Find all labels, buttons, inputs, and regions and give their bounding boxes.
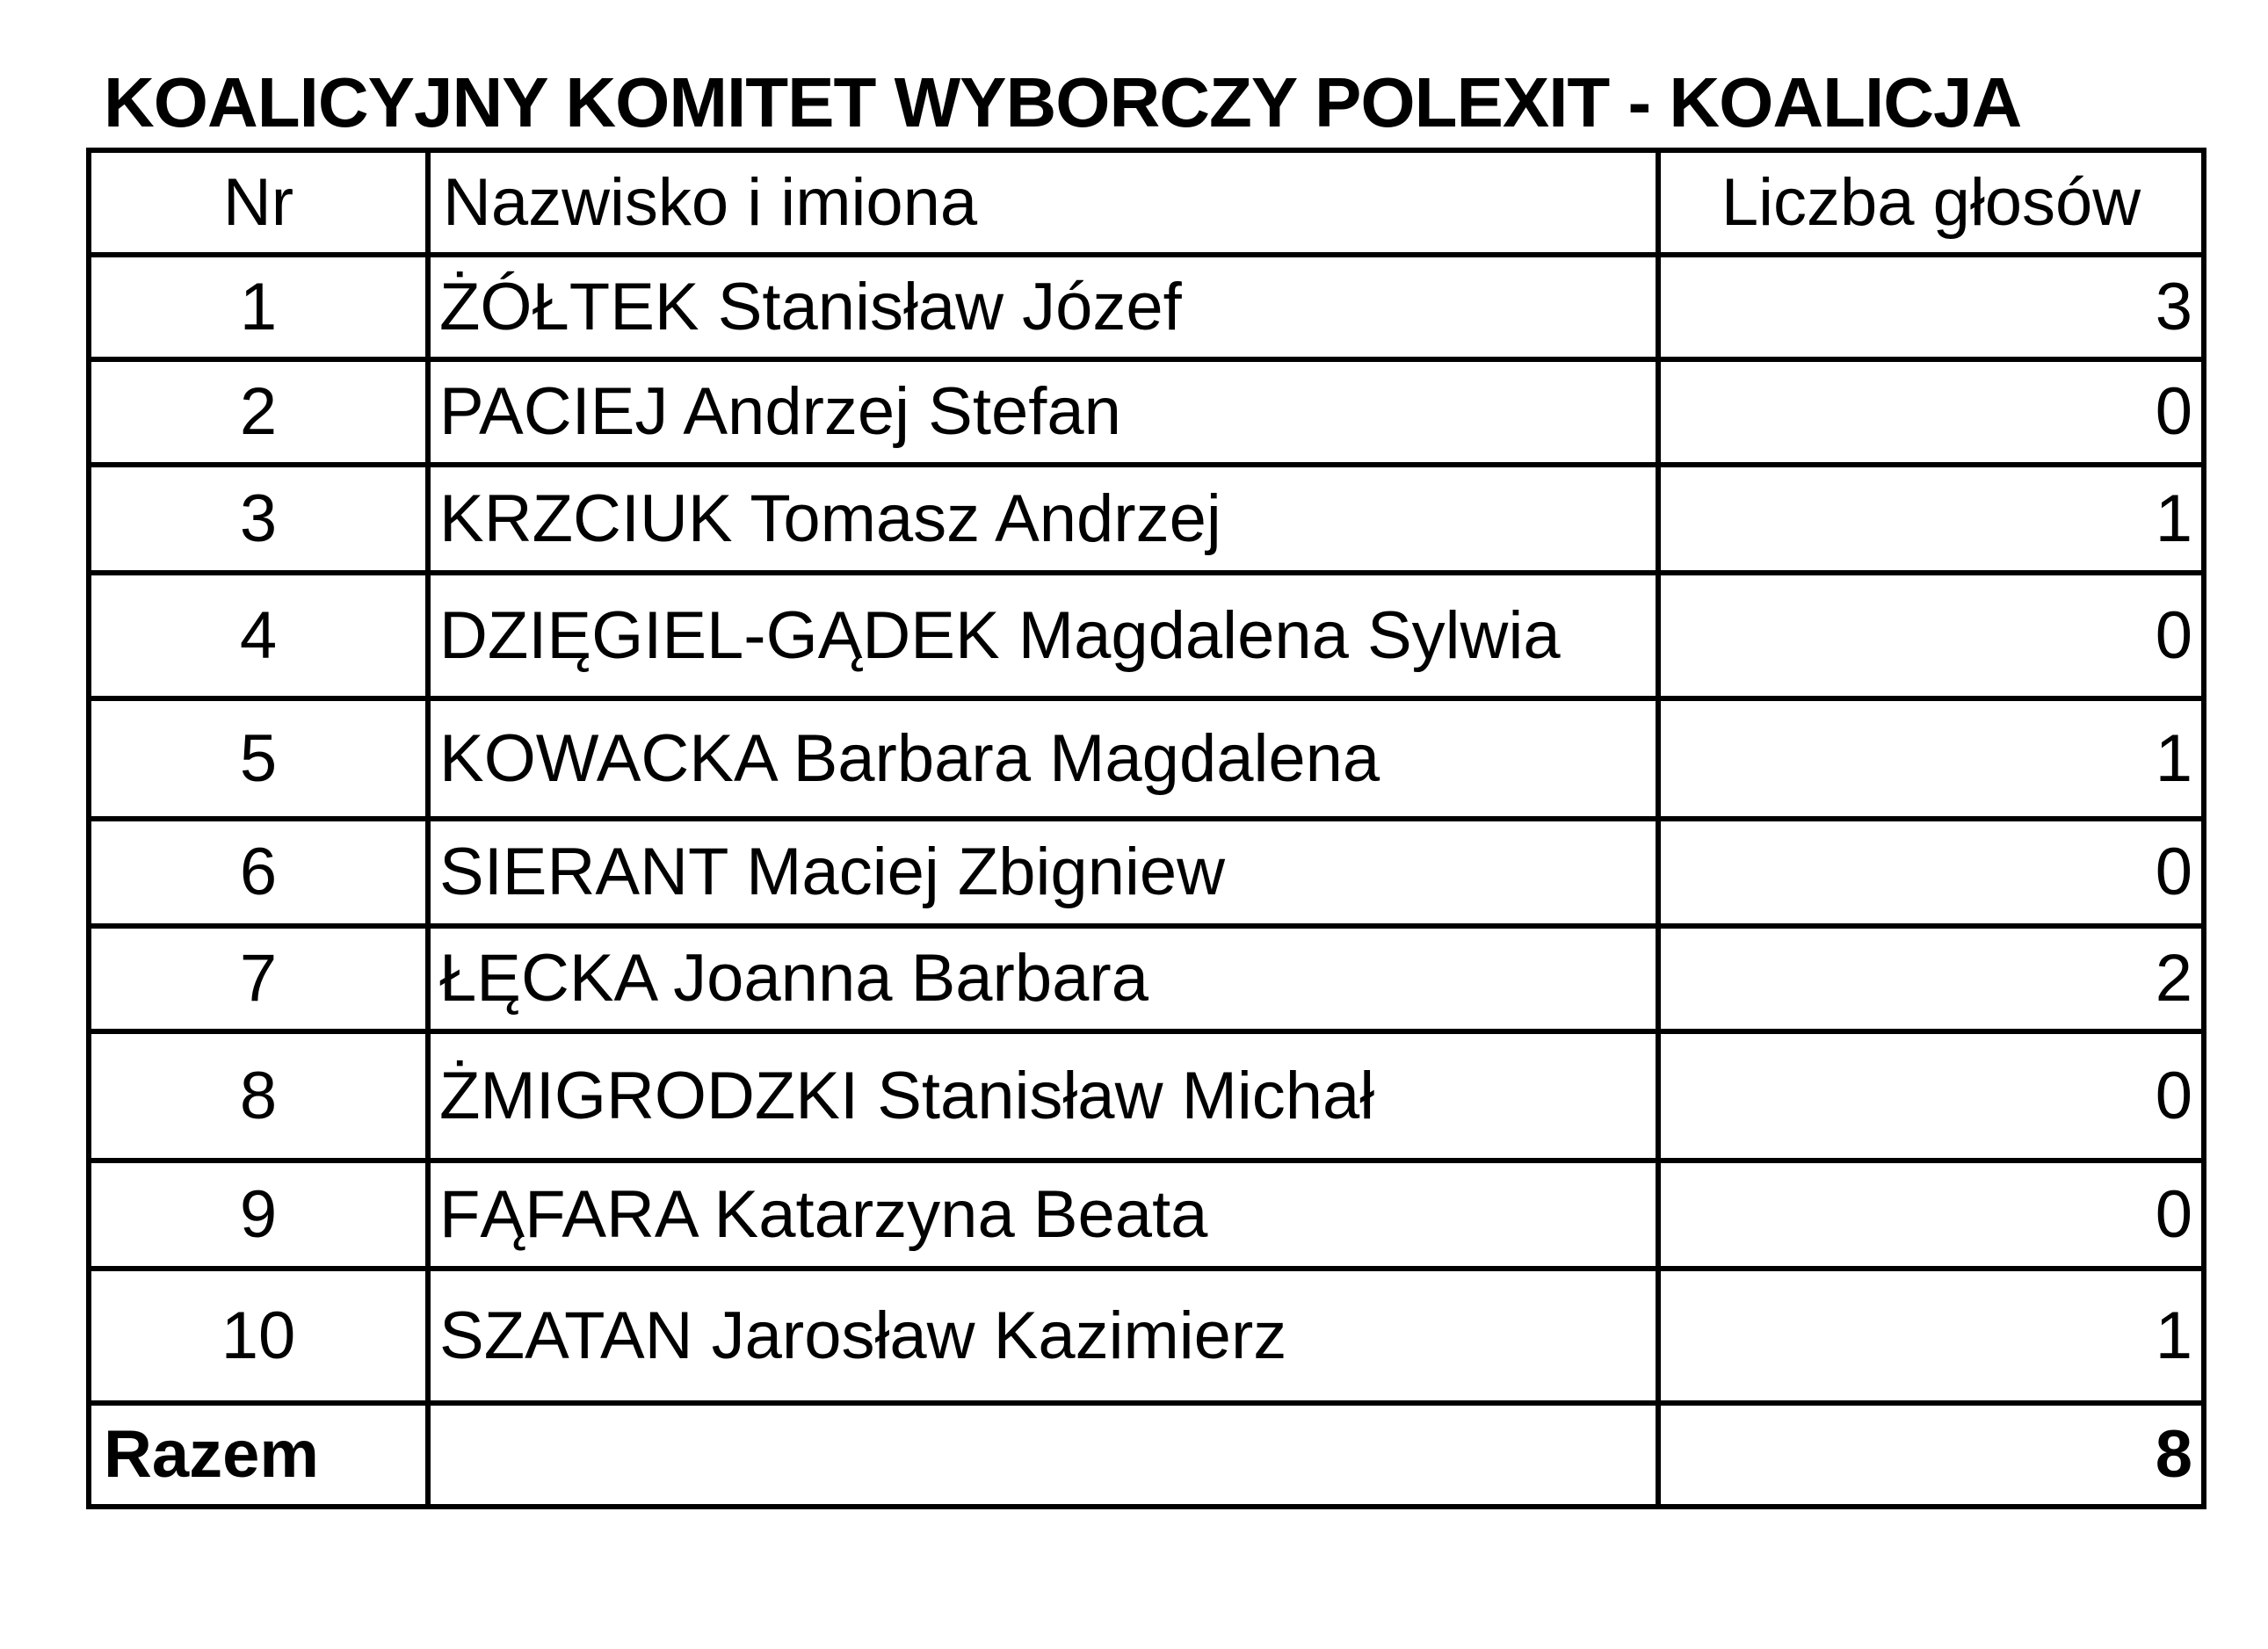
- row-nr: 5: [89, 698, 428, 819]
- table-row: [89, 819, 2204, 926]
- total-row: [89, 1403, 2204, 1507]
- table-row: [89, 573, 2204, 698]
- row-votes: 0: [1658, 819, 2204, 926]
- row-name: SZATAN Jarosław Kazimierz: [428, 1269, 1658, 1403]
- header-votes: Liczba głosów: [1658, 150, 2204, 255]
- row-votes: 1: [1658, 465, 2204, 573]
- row-name: ŻÓŁTEK Stanisław Józef: [428, 255, 1658, 359]
- total-empty-cell: [428, 1403, 1658, 1507]
- table-row: [89, 926, 2204, 1031]
- row-votes: 0: [1658, 1161, 2204, 1269]
- row-nr: 6: [89, 819, 428, 926]
- row-nr: 2: [89, 359, 428, 465]
- row-name: ŁĘCKA Joanna Barbara: [428, 926, 1658, 1031]
- document-title: KOALICYJNY KOMITET WYBORCZY POLEXIT - KOALICJA: [104, 63, 2022, 141]
- row-nr: 1: [89, 255, 428, 359]
- header-name: Nazwisko i imiona: [428, 150, 1658, 255]
- row-votes: 1: [1658, 698, 2204, 819]
- row-votes: 0: [1658, 1031, 2204, 1161]
- row-name: ŻMIGRODZKI Stanisław Michał: [428, 1031, 1658, 1161]
- row-name: SIERANT Maciej Zbigniew: [428, 819, 1658, 926]
- row-name: KRZCIUK Tomasz Andrzej: [428, 465, 1658, 573]
- row-nr: 10: [89, 1269, 428, 1403]
- total-label: Razem: [89, 1403, 428, 1507]
- row-votes: 0: [1658, 573, 2204, 698]
- table-row: [89, 1161, 2204, 1269]
- table-row: [89, 1031, 2204, 1161]
- results-table: [86, 148, 2206, 1509]
- row-votes: 3: [1658, 255, 2204, 359]
- total-votes: 8: [1658, 1403, 2204, 1507]
- row-votes: 1: [1658, 1269, 2204, 1403]
- table-row: [89, 359, 2204, 465]
- row-nr: 7: [89, 926, 428, 1031]
- row-nr: 9: [89, 1161, 428, 1269]
- row-votes: 2: [1658, 926, 2204, 1031]
- table-row: [89, 698, 2204, 819]
- table-row: [89, 465, 2204, 573]
- row-nr: 3: [89, 465, 428, 573]
- row-nr: 4: [89, 573, 428, 698]
- row-name: FĄFARA Katarzyna Beata: [428, 1161, 1658, 1269]
- row-name: KOWACKA Barbara Magdalena: [428, 698, 1658, 819]
- table-row: [89, 1269, 2204, 1403]
- table-header-row: [89, 150, 2204, 255]
- row-votes: 0: [1658, 359, 2204, 465]
- row-name: PACIEJ Andrzej Stefan: [428, 359, 1658, 465]
- row-name: DZIĘGIEL-GĄDEK Magdalena Sylwia: [428, 573, 1658, 698]
- table-row: [89, 255, 2204, 359]
- header-nr: Nr: [89, 150, 428, 255]
- row-nr: 8: [89, 1031, 428, 1161]
